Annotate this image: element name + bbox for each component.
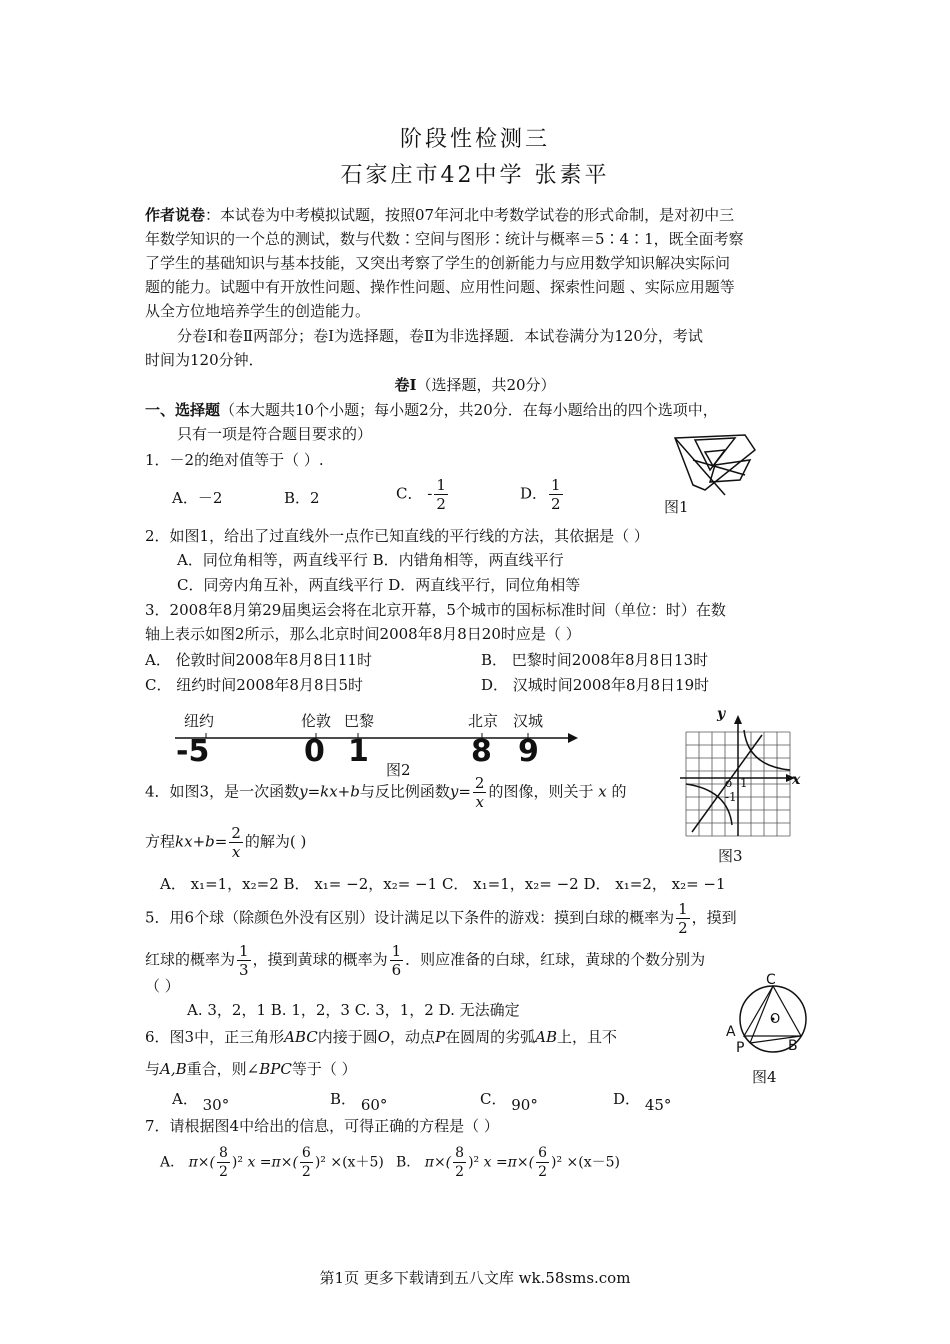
q3-option-b: B． 巴黎时间2008年8月8日13时 bbox=[481, 651, 709, 669]
axis-city-newyork: 纽约 bbox=[184, 712, 215, 730]
q1-option-c: C． - $\frac{1}{2}$ bbox=[396, 476, 446, 513]
q4-options: A． x₁=1，x₂=2 B． x₁= −2，x₂= −1 C． x₁=1，x₂= −2 D． x₁=2， x₂= −1 bbox=[160, 875, 726, 893]
fig4-label-p: P bbox=[736, 1040, 745, 1056]
q3-option-a: A． 伦敦时间2008年8月8日11时 bbox=[145, 651, 372, 669]
q1-option-d: D． $\frac{1}{2}$ bbox=[520, 476, 561, 513]
figure-4-caption: 图4 bbox=[752, 1068, 777, 1086]
axis-num-8: 8 bbox=[471, 734, 492, 769]
q5-line-3: （ ） bbox=[145, 977, 180, 995]
q4-line-2: 方程kx+b= $\frac{2}{x}$ 的解为( ) bbox=[145, 824, 307, 861]
q6-option-c: C． 90° bbox=[480, 1090, 538, 1114]
intro-para2-b: 时间为120分钟． bbox=[145, 351, 264, 369]
fig4-label-a: A bbox=[726, 1024, 736, 1040]
part1-title: 一、选择题（本大题共10个小题；每小题2分，共20分．在每小题给出的四个选项中， bbox=[145, 401, 718, 419]
intro-para2-a: 分卷Ⅰ和卷Ⅱ两部分；卷Ⅰ为选择题，卷Ⅱ为非选择题．本试卷满分为120分，考试 bbox=[177, 327, 703, 345]
q4-line-1: 4．如图3，是一次函数y=kx+b与反比例函数y= $\frac{2}{x}$ 的图像，则关于 x 的 bbox=[145, 774, 627, 811]
figure-1 bbox=[665, 430, 775, 500]
q5-line-1: 5．用6个球（除颜色外没有区别）设计满足以下条件的游戏：摸到白球的概率为 $\frac{1}{2}$ ，摸到 bbox=[145, 900, 737, 937]
q2-options-ab: A．同位角相等，两直线平行 B．内错角相等，两直线平行 bbox=[177, 551, 564, 569]
intro-line-5: 从全方位地培养学生的创造能力。 bbox=[145, 302, 371, 320]
q6-line-1: 6．图3中，正三角形ABC内接于圆O，动点P在圆周的劣弧AB上，且不 bbox=[145, 1028, 618, 1046]
page-subtitle: 石家庄市42中学 张素平 bbox=[340, 163, 610, 188]
q6-option-a: A． 30° bbox=[172, 1090, 230, 1114]
q7-option-b: B． π×( $\frac{8}{2}$ )² x =π×( $\frac{6}{2}$ )² ×(x－5) bbox=[396, 1145, 620, 1180]
axis-city-seoul: 汉城 bbox=[513, 712, 544, 730]
q7-stem: 7．请根据图4中给出的信息，可得正确的方程是（ ） bbox=[145, 1117, 499, 1135]
axis-num-0: 0 bbox=[304, 734, 325, 769]
figure-2-caption: 图2 bbox=[386, 761, 411, 779]
figure-1-caption: 图1 bbox=[664, 498, 689, 516]
fig4-label-o: O bbox=[770, 1012, 781, 1027]
axis-num-minus5: -5 bbox=[176, 734, 210, 769]
q7-option-a: A． π×( $\frac{8}{2}$ )² x =π×( $\frac{6}{2}$ )² ×(x＋5) bbox=[160, 1145, 384, 1180]
q6-option-b: B． 60° bbox=[330, 1090, 388, 1114]
axis-city-london: 伦敦 bbox=[301, 712, 332, 730]
page-footer: 第1页 更多下载请到五八文库 wk.58sms.com bbox=[319, 1269, 631, 1287]
fig3-one: 1 bbox=[740, 776, 748, 790]
figure-3 bbox=[678, 710, 808, 840]
part1-desc: 只有一项是符合题目要求的） bbox=[177, 425, 373, 443]
fig3-minus-one: -1 bbox=[725, 790, 737, 804]
section-head: 卷Ⅰ（选择题，共20分） bbox=[394, 376, 556, 394]
fig3-origin: o bbox=[725, 776, 733, 790]
intro-line-4: 题的能力。试题中有开放性问题、操作性问题、应用性问题、探索性问题 、实际应用题等 bbox=[145, 278, 735, 296]
page-title: 阶段性检测三 bbox=[399, 127, 550, 152]
axis-city-paris: 巴黎 bbox=[344, 712, 375, 730]
intro-line-2: 年数学知识的一个总的测试，数与代数∶空间与图形∶统计与概率＝5∶4∶1，既全面考察 bbox=[145, 230, 744, 248]
q3-stem-2: 轴上表示如图2所示，那么北京时间2008年8月8日20时应是（ ） bbox=[145, 625, 581, 643]
q2-options-cd: C．同旁内角互补，两直线平行 D．两直线平行，同位角相等 bbox=[177, 576, 581, 594]
intro-line-1: 作者说卷：本试卷为中考模拟试题，按照07年河北中考数学试卷的形式命制，是对初中三 bbox=[145, 206, 735, 224]
axis-num-9: 9 bbox=[518, 734, 539, 769]
axis-num-1: 1 bbox=[348, 734, 369, 769]
fig4-label-b: B bbox=[788, 1038, 798, 1054]
q6-option-d: D． 45° bbox=[613, 1090, 672, 1114]
axis-city-beijing: 北京 bbox=[468, 712, 499, 730]
figure-3-caption: 图3 bbox=[718, 847, 743, 865]
q5-line-2: 红球的概率为 $\frac{1}{3}$ ，摸到黄球的概率为 $\frac{1}{6}$ ．则应准备的白球，红球，黄球的个数分别为 bbox=[145, 942, 706, 979]
q1-stem: 1．－2的绝对值等于（ ）. bbox=[145, 451, 324, 469]
fig4-label-c: C bbox=[766, 972, 776, 988]
intro-line-3: 了学生的基础知识与基本技能，又突出考察了学生的创新能力与应用数学知识解决实际问 bbox=[145, 254, 731, 272]
q3-option-d: D． 汉城时间2008年8月8日19时 bbox=[481, 676, 710, 694]
q1-option-b: B．2 bbox=[284, 489, 320, 507]
q2-stem: 2．如图1，给出了过直线外一点作已知直线的平行线的方法，其依据是（ ） bbox=[145, 527, 649, 545]
q1-option-a: A．－2 bbox=[172, 489, 223, 507]
q5-options: A. 3，2，1 B. 1，2，3 C. 3，1，2 D. 无法确定 bbox=[187, 1001, 520, 1019]
fig3-x-label: x bbox=[792, 772, 801, 788]
fig3-y-label: y bbox=[717, 706, 726, 722]
q3-option-c: C． 纽约时间2008年8月8日5时 bbox=[145, 676, 364, 694]
q6-line-2: 与A,B重合，则∠BPC等于（ ） bbox=[145, 1060, 357, 1078]
q3-stem-1: 3．2008年8月第29届奥运会将在北京开幕，5个城市的国标标准时间（单位：时）在数 bbox=[145, 601, 726, 619]
